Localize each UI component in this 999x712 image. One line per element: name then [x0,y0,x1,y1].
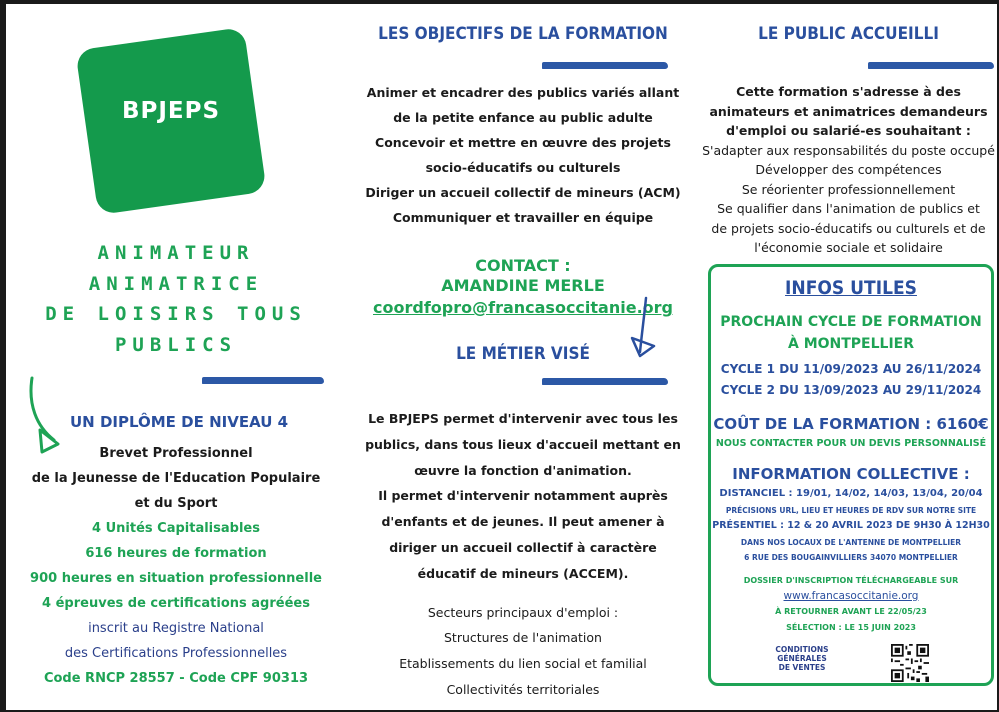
secteur-line: Collectivités territoriales [446,681,600,697]
public-line: Développer des compétences [755,162,942,177]
public-bold-line: animateurs et animatrices demandeurs [709,103,988,119]
distanciel-dates: DISTANCIEL : 19/01, 14/02, 14/03, 13/04, 20/04 [719,488,983,499]
contact-email-link[interactable]: coordfopro@francasoccitanie.org [373,298,673,317]
unit-line: 4 Unités Capitalisables [92,521,260,536]
metier-line: œuvre la fonction d'animation. [414,462,632,478]
diplome-title: UN DIPLÔME DE NIVEAU 4 [70,413,289,431]
lieu: À MONTPELLIER [787,336,915,352]
site-link[interactable]: www.francasoccitanie.org [783,590,919,602]
contact-block [346,256,700,296]
public-line: Se réorienter professionnellement [741,181,956,197]
title-line: ANIMATRICE [88,272,264,295]
unit-line: 900 heures en situation professionnelle [30,571,322,586]
public-bold-line: d'emploi ou salarié-es souhaitant : [726,123,971,138]
selection-date: SÉLECTION : LE 15 JUIN 2023 [786,623,916,632]
unit-line: 4 épreuves de certifications agréées [42,596,310,611]
registre-line: des Certifications Professionnelles [64,646,288,661]
metier-line: Le BPJEPS permet d'intervenir avec tous les [368,411,678,426]
brevet-line: de la Jeunesse de l'Education Populaire [31,471,321,486]
left-column [6,4,346,710]
objectif-line: Diriger un accueil collectif de mineurs (ACM) [365,185,681,200]
adresse: 6 RUE DES BOUGAINVILLIERS 34070 MONTPELLIER [744,553,958,562]
middle-column [346,4,700,710]
conditions-link[interactable] [771,645,833,672]
public-line: S'adapter aux responsabilités du poste occupé [702,142,995,158]
public-line: de projets socio-éducatifs ou culturels et de [711,220,986,236]
brush-stroke [868,62,994,69]
brush-stroke [202,377,324,384]
brush-stroke [542,378,668,385]
cycle-2: CYCLE 2 DU 13/09/2023 AU 29/11/2024 [720,383,982,397]
brevet-line: et du Sport [134,496,218,511]
unit-line: 616 heures de formation [85,546,267,561]
dossier-inscription: DOSSIER D'INSCRIPTION TÉLÉCHARGEABLE SUR [743,576,959,585]
metier-text [346,406,700,703]
prochain-cycle: PROCHAIN CYCLE DE FORMATION [720,314,982,330]
title-line: ANIMATEUR [97,242,255,264]
contact-name: AMANDINE MERLE [441,276,605,295]
public-line: Se qualifier dans l'animation de publics et [717,201,980,216]
title-line: PUBLICS [114,333,238,356]
locaux: DANS NOS LOCAUX DE L'ANTENNE DE MONTPELLIER [740,538,962,547]
metier-line: diriger un accueil collectif à caractère [389,539,657,555]
public-bold-line: Cette formation s'adresse à des [736,84,961,99]
metier-line: publics, dans tous lieux d'accueil mettant en [365,436,681,452]
diplome-details [6,441,346,691]
public-title: LE PUBLIC ACCUEILLI [758,24,939,44]
info-collective-title: INFORMATION COLLECTIVE : [732,465,970,483]
title-line: DE LOISIRS TOUS [45,303,307,325]
retourner-date: À RETOURNER AVANT LE 22/05/23 [775,607,927,616]
objectif-line: de la petite enfance au public adulte [393,110,653,125]
code-line: Code RNCP 28557 - Code CPF 90313 [43,671,309,686]
objectif-line: Communiquer et travailler en équipe [392,210,654,225]
objectif-line: socio-éducatifs ou culturels [425,160,621,175]
metier-line: d'enfants et de jeunes. Il peut amener à [381,514,665,530]
devis-note: NOUS CONTACTER POUR UN DEVIS PERSONNALISÉ [715,438,987,449]
metier-line: Il permet d'intervenir notamment auprès [378,488,668,504]
contact-label: CONTACT : [475,256,571,275]
conditions-line: GÉNÉRALES [777,654,827,663]
precisions: PRÉCISIONS URL, LIEU ET HEURES DE RDV SUR NOTRE SITE [725,506,977,515]
secteur-line: Structures de l'animation [444,630,602,646]
registre-line: inscrit au Registre National [88,621,264,636]
brevet-line: Brevet Professionnel [99,446,253,461]
metier-title: LE MÉTIER VISÉ [456,344,590,364]
objectifs-title: LES OBJECTIFS DE LA FORMATION [378,24,668,44]
secteur-line: Etablissements du lien social et familial [399,656,647,672]
presentiel-dates: PRÉSENTIEL : 12 & 20 AVRIL 2023 DE 9H30 À 12H30 [712,520,990,531]
infos-utiles-box [708,264,994,686]
brochure-page [6,4,997,710]
public-line: l'économie sociale et solidaire [754,240,943,255]
brush-stroke [542,62,668,69]
cycle-1: CYCLE 1 DU 11/09/2023 AU 26/11/2024 [720,362,982,376]
objectif-line: Animer et encadrer des publics variés allant [366,85,680,100]
public-text [700,82,997,258]
metier-line: éducatif de mineurs (ACCEM). [417,565,629,581]
formation-title [6,238,346,360]
conditions-line: DE VENTES [778,663,826,672]
infos-title: INFOS UTILES [785,277,917,299]
objectif-line: Concevoir et mettre en œuvre des projets [375,135,671,150]
objectifs-list [346,80,700,230]
right-column [700,4,997,710]
logo-text: BPJEPS [121,98,221,124]
conditions-line: CONDITIONS [775,645,829,654]
qr-code-icon[interactable] [891,644,929,682]
secteur-line: Secteurs principaux d'emploi : [427,604,619,620]
cout-formation: COÛT DE LA FORMATION : 6160€ [713,415,989,433]
